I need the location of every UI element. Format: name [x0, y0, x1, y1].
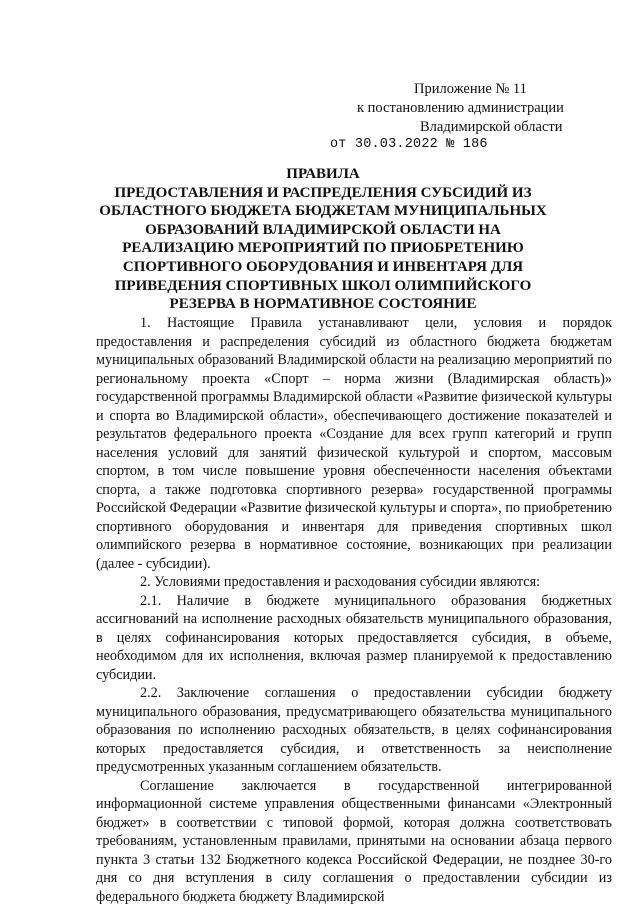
appendix-resolution: к постановлению администрации	[357, 99, 564, 118]
document-body	[96, 314, 612, 906]
title-subheading: ПРЕДОСТАВЛЕНИЯ И РАСПРЕДЕЛЕНИЯ СУБСИДИЙ ИЗ ОБЛАСТНОГО БЮДЖЕТА БЮДЖЕТАМ МУНИЦИПАЛЬНЫХ ОБРАЗОВАНИЙ ВЛАДИМИРСКОЙ ОБЛАСТИ НА РЕАЛИЗАЦИЮ МЕРОПРИЯТИЙ ПО ПРИОБРЕТЕНИЮ СПОРТИВНОГО ОБОРУДОВАНИЯ И ИНВЕНТАРЯ ДЛЯ ПРИВЕДЕНИЯ СПОРТИВНЫХ ШКОЛ ОЛИМПИЙСКОГО РЕЗЕРВА В НОРМАТИВНОЕ СОСТОЯНИЕ	[90, 184, 556, 314]
paragraph-2-1: 2.1. Наличие в бюджете муниципального образования бюджетных ассигнований на исполнение расходных обязательств муниципального образования, в целях софинансирования которых предоставляется субсидия, в объеме, необходимом для их исполнения, включая размер планируемой к предоставлению субсидии.	[96, 592, 612, 685]
paragraph-2: 2. Условиями предоставления и расходования субсидии являются:	[96, 573, 612, 592]
appendix-date: от 30.03.2022 № 186	[330, 135, 488, 154]
paragraph-2-2: 2.2. Заключение соглашения о предоставлении субсидии бюджету муниципального образования, предусматривающего обязательства муниципального образования по исполнению расходных обязательств, в целях софинансирования которых предоставляется субсидия, и ответственность за неисполнение предусмотренных указанным соглашением обязательств.	[96, 684, 612, 777]
paragraph-agreement: Соглашение заключается в государственной интегрированной информационной системе управления общественными финансами «Электронный бюджет» в соответствии с типовой формой, которая должна соответствовать требованиям, установленным правилами, принятыми на основании абзаца первого пункта 3 статьи 132 Бюджетного кодекса Российской Федерации, не позднее 30-го дня со дня вступления в силу соглашения о предоставлении субсидии из федерального бюджета бюджету Владимирской	[96, 777, 612, 906]
paragraph-1: 1. Настоящие Правила устанавливают цели, условия и порядок предоставления и распределения субсидий из областного бюджета бюджетам муниципальных образований Владимирской области на реализацию мероприятий по региональному проекта «Спорт – норма жизни (Владимирская область)» государственной программы Владимирской области «Развитие физической культуры и спорта во Владимирской области», обеспечивающего достижение показателей и результатов федерального проекта «Создание для всех групп категорий и групп населения условий для занятий физической культурой и спортом, массовым спортом, в том числе повышение уровня обеспеченности населения объектами спорта, а также подготовка спортивного резерва» государственной программы Российской Федерации «Развитие физической культуры и спорта», по приобретению спортивного оборудования и инвентаря для приведения спортивных школ олимпийского резерва в нормативное состояние, возникающих при реализации (далее - субсидии).	[96, 314, 612, 573]
document-title	[90, 165, 556, 314]
title-heading: ПРАВИЛА	[90, 165, 556, 184]
appendix-region: Владимирской области	[420, 118, 563, 137]
appendix-number: Приложение № 11	[414, 80, 527, 99]
